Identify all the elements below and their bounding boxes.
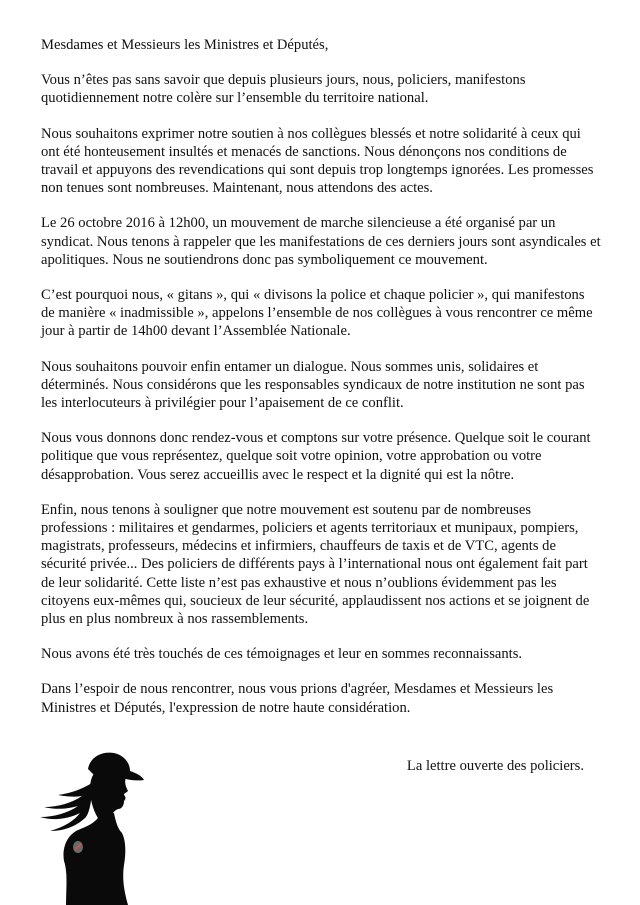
paragraph-5: Nous souhaitons pouvoir enfin entamer un dialogue. Nous sommes unis, solidaires et déterminés. Nous considérons que les responsables syndicaux de notre institution ne sont pas les interlocuteurs à privilégier pour l’apaisement de ce conflit. [41, 358, 585, 412]
signature: La lettre ouverte des policiers. [406, 758, 584, 774]
paragraph-9: Dans l’espoir de nous rencontrer, nous vous prions d'agréer, Mesdames et Messieurs les Ministres et Députés, l'expression de notre haute considération. [41, 681, 554, 716]
police-officer-silhouette-icon [38, 749, 148, 905]
paragraph-3: Le 26 octobre 2016 à 12h00, un mouvement de marche silencieuse a été organisé par un syndicat. Nous tenons à rappeler que les manifestations de ces derniers jours sont asyndicales et apolitiques. Nous ne soutiendrons donc pas symboliquement ce mouvement. [41, 215, 601, 268]
paragraph-8: Nous avons été très touchés de ces témoignages et leur en sommes reconnaissants. [41, 646, 523, 663]
paragraph-7: Enfin, nous tenons à souligner que notre mouvement est soutenu par de nombreuses professions : militaires et gendarmes, policiers et agents territoriaux et munipaux, pompiers, magistrats, professeurs, médecins et infirmiers, chauffeurs de taxis et de VTC, agents de sécurité privée... Des policiers de différents pays à l’international nous ont également fait part de leur solidarité. Cette liste n’est pas exhaustive et nous n’oublions évidemment pas les citoyens eux-mêmes qui, soucieux de leur sécurité, applaudissent nos actions et se joignent de plus en plus nombreux à nos rassemblements. [41, 501, 590, 628]
paragraph-4: C’est pourquoi nous, « gitans », qui « divisons la police et chaque policier », qui manifestons de manière « inadmissible », appelons l’ensemble de nos collègues à vous rencontrer ce même jour à partir de 14h00 devant l’Assemblée Nationale. [41, 287, 593, 340]
paragraph-2: Nous souhaitons exprimer notre soutien à nos collègues blessés et notre solidarité à ceux qui ont été honteusement insultés et menacés de sanctions. Nous dénonçons nos conditions de travail et appuyons des revendications qui sont depuis trop longtemps ignorées. Les promesses non tenues sont nombreuses. Maintenant, nous attendons des actes. [41, 125, 594, 197]
letter-body [41, 36, 601, 734]
paragraph-1: Vous n’êtes pas sans savoir que depuis plusieurs jours, nous, policiers, manifestons quotidiennement notre colère sur l’ensemble du territoire national. [41, 72, 526, 107]
paragraph-6: Nous vous donnons donc rendez-vous et comptons sur votre présence. Quelque soit le courant politique que vous représentez, quelque soit votre opinion, votre approbation ou votre désapprobation. Vous serez accueillis avec le respect et la dignité qui est la nôtre. [41, 430, 591, 483]
salutation: Mesdames et Messieurs les Ministres et Députés, [41, 37, 329, 53]
